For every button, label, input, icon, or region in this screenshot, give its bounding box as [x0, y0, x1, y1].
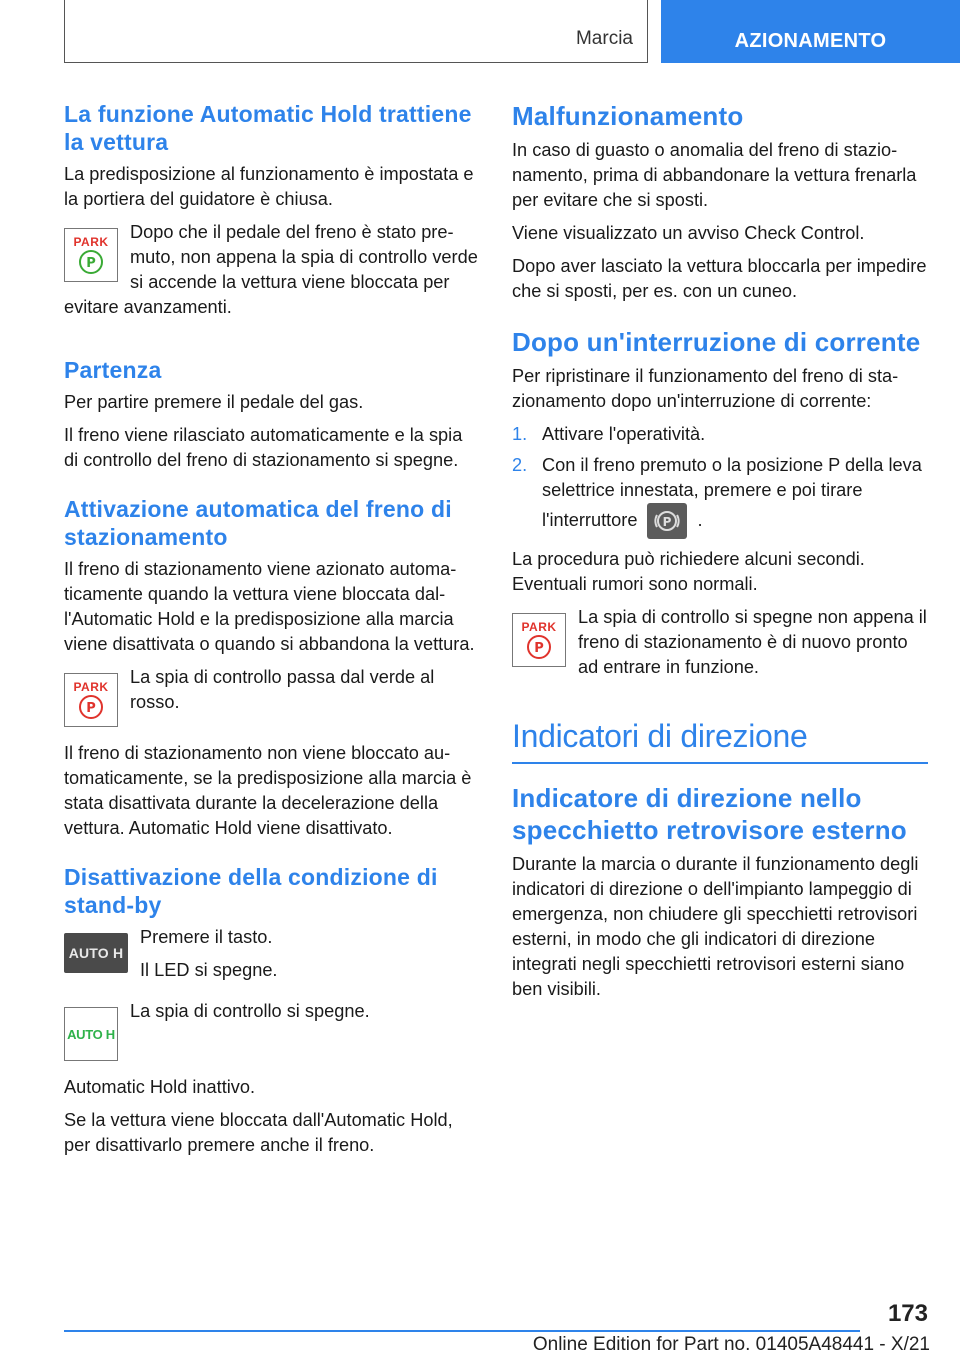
- heading-malfunzionamento: Malfunzionamento: [512, 101, 744, 131]
- heading-partenza: Partenza: [64, 357, 162, 383]
- header-section-label: Marcia: [575, 28, 633, 49]
- paragraph: Il freno viene rilasciato automaticamente e la spia di controllo del freno di stazionamento si spegne.: [64, 425, 463, 470]
- heading-interruzione-corrente: Dopo un'interruzione di corrente: [512, 327, 921, 357]
- heading-automatic-hold: La funzione Automatic Hold trattiene la vettura: [64, 101, 472, 155]
- heading-rule: [512, 762, 928, 764]
- list-item: 2. Con il freno premuto o la posizione P della leva selettrice innestata, premere e poi tirare l'interruttore P .: [512, 453, 928, 539]
- page-number: 173: [887, 1300, 928, 1327]
- park-brake-green-icon: PARK P: [64, 228, 118, 282]
- paragraph: Per partire premere il pedale del gas.: [64, 392, 364, 412]
- park-brake-red-icon: PARK P: [512, 613, 566, 667]
- heading-attivazione: Attivazione automatica del freno di stazionamento: [64, 496, 452, 550]
- paragraph: Durante la marcia o durante il funzionamento degli indicatori di direzione o dell'impianto lampeggio di emergenza, non chiudere gli specchietti retrovisori esterni, in modo che gli indicatori di direzione integrati negli specchietti retrovisori esterni siano ben visibili.: [512, 854, 919, 999]
- right-column: [512, 100, 928, 1010]
- heading-disattivazione: Disattivazione della condizione di stand-by: [64, 864, 438, 918]
- auto-h-indicator-icon: AUTO H: [64, 1007, 118, 1061]
- paragraph: In caso di guasto o anomalia del freno di stazionamento, prima di abbandonare la vettura frenarla per evitare che si sposti.: [512, 140, 917, 210]
- paragraph: Dopo che il pedale del freno è stato premuto, non appena la spia di controllo verde si accende la vettura viene bloccata per evitare avanzamenti.: [64, 222, 478, 317]
- left-column: [64, 100, 478, 1166]
- chapter-heading-indicatori: Indicatori di direzione: [512, 718, 808, 754]
- footer-rule: [64, 1330, 860, 1332]
- paragraph: Il freno di stazionamento non viene bloccato automaticamente, se la predisposizione alla marcia è stata disattivata durante la decelerazione della vettura. Automatic Hold viene disattivato.: [64, 743, 472, 838]
- icon-note: [64, 925, 478, 991]
- park-brake-red-icon: PARK P: [64, 673, 118, 727]
- paragraph: Premere il tasto.: [140, 927, 273, 947]
- icon-note: [64, 220, 478, 328]
- header-section-box: [64, 0, 648, 63]
- paragraph: Automatic Hold inattivo.: [64, 1077, 256, 1097]
- paragraph: La spia di controllo passa dal verde al rosso.: [130, 667, 435, 712]
- paragraph: Dopo aver lasciato la vettura bloccarla per impedire che si sposti, per es. con un cuneo.: [512, 256, 927, 301]
- parking-brake-switch-icon: [647, 503, 687, 539]
- steps-list: [512, 422, 928, 539]
- header-chapter-tab: AZIONAMENTO: [661, 0, 960, 63]
- paragraph: La predisposizione al funzionamento è impostata e la portiera del guidatore è chiusa.: [64, 164, 474, 209]
- icon-note: [64, 665, 478, 733]
- paragraph: Viene visualizzato un avviso Check Control.: [512, 223, 865, 243]
- paragraph: Se la vettura viene bloccata dall'Automatic Hold, per disattivarlo premere anche il freno.: [64, 1110, 453, 1155]
- svg-text:P: P: [86, 255, 96, 271]
- paragraph: La spia di controllo si spegne non appena il freno di stazionamento è di nuovo pronto ad entrare in funzione.: [578, 607, 927, 677]
- svg-text:P: P: [534, 640, 544, 656]
- paragraph: Per ripristinare il funzionamento del freno di stazionamento dopo un'interruzione di corrente:: [512, 366, 899, 411]
- list-item: 1. Attivare l'operatività.: [512, 424, 706, 444]
- svg-text:P: P: [663, 515, 672, 529]
- paragraph: Il LED si spegne.: [140, 960, 278, 980]
- svg-text:P: P: [86, 700, 96, 716]
- paragraph: Il freno di stazionamento viene azionato automaticamente quando la vettura viene bloccata dall'Automatic Hold e la predisposizione alla marcia viene disattivata o quando si abbandona la vettura.: [64, 559, 475, 654]
- heading-indicatore-specchietto: Indicatore di direzione nello specchietto retrovisore esterno: [512, 783, 907, 845]
- paragraph: La spia di controllo si spegne.: [130, 1001, 370, 1021]
- icon-note: [512, 605, 928, 688]
- footer-edition: Online Edition for Part no. 01405A48441 - X/21: [532, 1334, 930, 1355]
- auto-h-button-icon: AUTO H: [64, 933, 128, 973]
- paragraph: La procedura può richiedere alcuni secondi. Eventuali rumori sono normali.: [512, 549, 865, 594]
- icon-note: [64, 999, 478, 1067]
